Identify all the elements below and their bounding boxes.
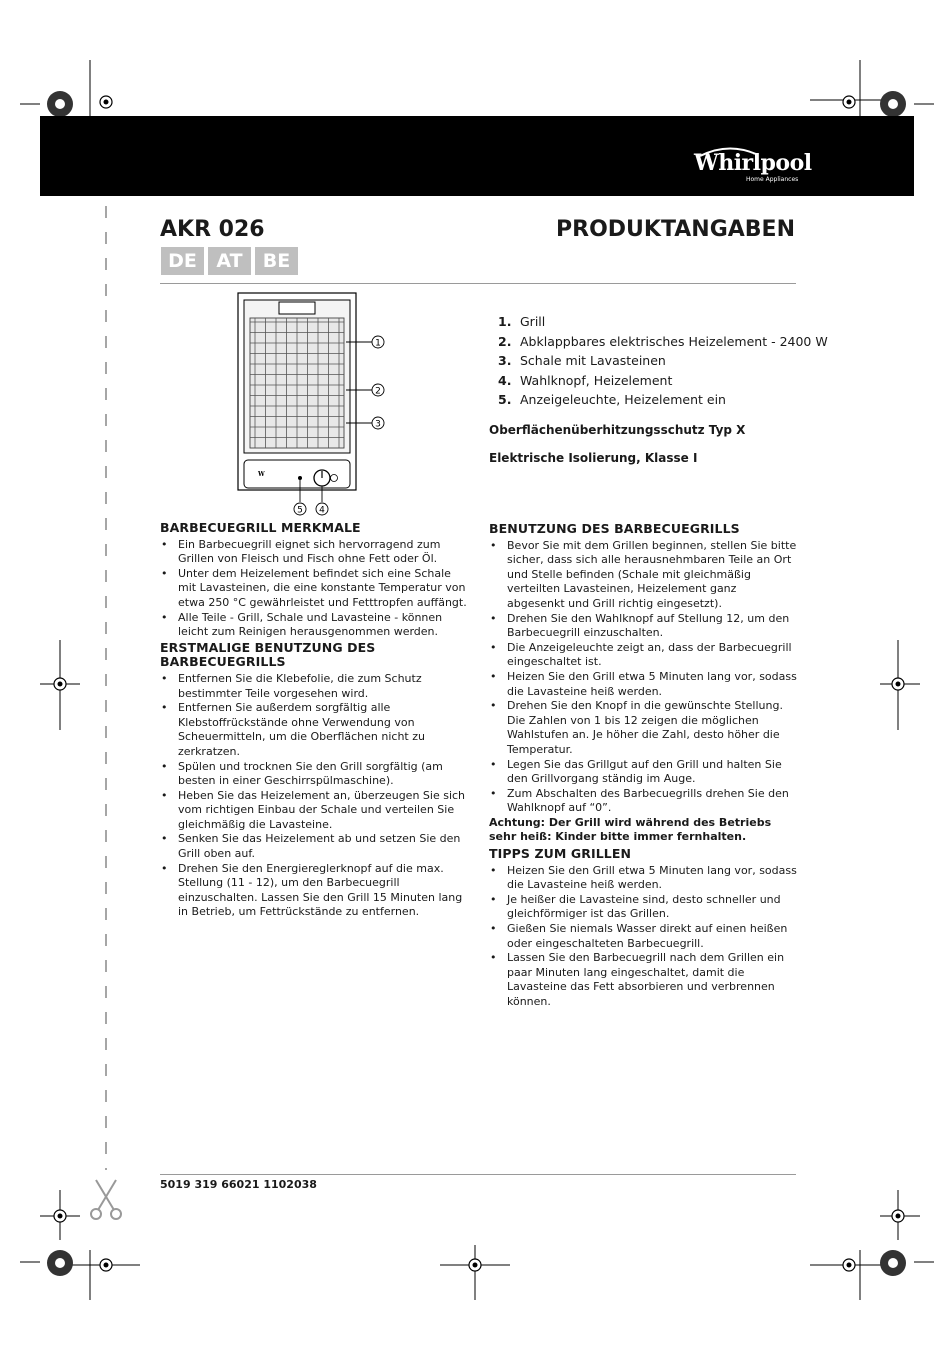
part-label: Abklappbares elektrisches Heizelement - 2400 W xyxy=(520,333,828,349)
list-item: • Drehen Sie den Wahlknopf auf Stellung 12, um den Barbecuegrill einzuschalten. xyxy=(489,612,797,641)
part-number: 4. xyxy=(498,372,512,388)
right-column xyxy=(489,522,797,1010)
whirlpool-logo xyxy=(694,144,814,188)
parts-list xyxy=(498,312,828,410)
list-item: • Lassen Sie den Barbecuegrill nach dem Grillen ein paar Minuten lang eingeschaltet, damit die Lavasteine das Fett absorbieren und verbrennen können. xyxy=(489,951,797,1009)
callout-label: 4 xyxy=(319,505,325,516)
country-code: AT xyxy=(208,247,251,275)
header-divider xyxy=(160,283,796,284)
country-code: BE xyxy=(255,247,298,275)
list-item: • Legen Sie das Grillgut auf den Grill und halten Sie den Grillvorgang ständig im Auge. xyxy=(489,758,797,787)
list-item: • Zum Abschalten des Barbecuegrills drehen Sie den Wahlknopf auf “0”. xyxy=(489,787,797,816)
list-item xyxy=(498,332,828,352)
part-label: Wahlknopf, Heizelement xyxy=(520,372,673,388)
part-number: 3. xyxy=(498,353,512,368)
list-item xyxy=(498,390,828,410)
list-item: • Spülen und trocknen Sie den Grill sorgfältig (am besten in einer Geschirrspülmaschine). xyxy=(160,760,472,789)
list-item: • Die Anzeigeleuchte zeigt an, dass der Barbecuegrill eingeschaltet ist. xyxy=(489,641,797,670)
callout-label: 5 xyxy=(297,505,303,516)
first-use-list xyxy=(160,672,472,920)
callout-label: 2 xyxy=(375,386,381,397)
list-item: • Bevor Sie mit dem Grillen beginnen, stellen Sie bitte sicher, dass sich alle herausnehmbaren Teile an Ort und Stelle befinden (Schale mit gleichmäßig verteilten Lavasteinen, Heizelement ganz abgesenkt und Grill richtig eingesetzt). xyxy=(489,539,797,612)
callout-label: 3 xyxy=(375,419,381,430)
part-label: Grill xyxy=(520,314,546,329)
list-item xyxy=(498,371,828,391)
brand-subtitle: Home Appliances xyxy=(746,176,799,183)
list-item: • Entfernen Sie außerdem sorgfältig alle Klebstoffrückstände ohne Verwendung von Scheuermitteln, um die Oberflächen nicht zu zerkratzen. xyxy=(160,701,472,759)
section-heading: BARBECUEGRILL MERKMALE xyxy=(160,520,361,535)
model-number: AKR 026 xyxy=(160,217,265,242)
spec-insulation: Elektrische Isolierung, Klasse I xyxy=(489,451,698,465)
list-item xyxy=(498,312,828,332)
list-item: • Unter dem Heizelement befindet sich eine Schale mit Lavasteinen, die eine konstante Temperatur von etwa 250 °C gewährleistet und Fetttropfen auffängt. xyxy=(160,567,472,611)
left-column xyxy=(160,521,472,920)
list-item: • Heben Sie das Heizelement an, überzeugen Sie sich vom richtigen Einbau der Schale und verteilen Sie gleichmäßig die Lavasteine. xyxy=(160,789,472,833)
scissors-icon xyxy=(91,1180,121,1219)
list-item: • Senken Sie das Heizelement ab und setzen Sie den Grill oben auf. xyxy=(160,832,472,861)
list-item: • Heizen Sie den Grill etwa 5 Minuten lang vor, sodass die Lavasteine heiß werden. xyxy=(489,864,797,893)
section-heading: ERSTMALIGE BENUTZUNG DES BARBECUEGRILLS xyxy=(160,639,376,670)
spec-overheat: Oberflächenüberhitzungsschutz Typ X xyxy=(489,423,746,437)
callout-label: 1 xyxy=(375,338,381,349)
section-heading: BENUTZUNG DES BARBECUEGRILLS xyxy=(489,521,740,536)
warning-text: Achtung: Der Grill wird während des Betriebs sehr heiß: Kinder bitte immer fernhalten. xyxy=(489,815,772,844)
list-item: • Ein Barbecuegrill eignet sich hervorragend zum Grillen von Fleisch und Fisch ohne Fett oder Öl. xyxy=(160,538,472,567)
page-title: PRODUKTANGABEN xyxy=(556,217,795,242)
country-code: DE xyxy=(161,247,204,275)
country-codes xyxy=(161,247,298,275)
list-item: • Entfernen Sie die Klebefolie, die zum Schutz bestimmter Teile vorgesehen wird. xyxy=(160,672,472,701)
list-item: • Heizen Sie den Grill etwa 5 Minuten lang vor, sodass die Lavasteine heiß werden. xyxy=(489,670,797,699)
part-number: 5. xyxy=(498,392,512,407)
part-number: 2. xyxy=(498,333,512,349)
list-item: • Drehen Sie den Energiereglerknopf auf die max. Stellung (11 - 12), um den Barbecuegrill einzuschalten. Lassen Sie den Grill 15 Minuten lang in Betrieb, um Fettrückstände zu entfernen. xyxy=(160,862,472,920)
list-item xyxy=(498,351,828,371)
part-label: Anzeigeleuchte, Heizelement ein xyxy=(520,392,726,407)
indicator-light xyxy=(298,476,302,480)
usage-list xyxy=(489,539,797,816)
tips-list xyxy=(489,864,797,1010)
part-number: 1. xyxy=(498,314,512,329)
footer-divider xyxy=(160,1174,796,1175)
document-code: 5019 319 66021 1102038 xyxy=(160,1178,317,1191)
part-label: Schale mit Lavasteinen xyxy=(520,353,666,368)
features-list xyxy=(160,538,472,640)
svg-text:W: W xyxy=(258,471,265,478)
section-heading: TIPPS ZUM GRILLEN xyxy=(489,846,632,862)
grill-diagram xyxy=(236,290,396,518)
list-item: • Alle Teile - Grill, Schale und Lavasteine - können leicht zum Reinigen herausgenommen werden. xyxy=(160,611,472,640)
list-item: • Gießen Sie niemals Wasser direkt auf einen heißen oder eingeschalteten Barbecuegrill. xyxy=(489,922,797,951)
list-item: • Je heißer die Lavasteine sind, desto schneller und gleichförmiger ist das Grillen. xyxy=(489,893,797,922)
brand-name: Whirlpool xyxy=(694,150,812,176)
list-item: • Drehen Sie den Knopf in die gewünschte Stellung. Die Zahlen von 1 bis 12 zeigen die möglichen Wahlstufen an. Je höher die Zahl, desto höher die Temperatur. xyxy=(489,699,797,757)
